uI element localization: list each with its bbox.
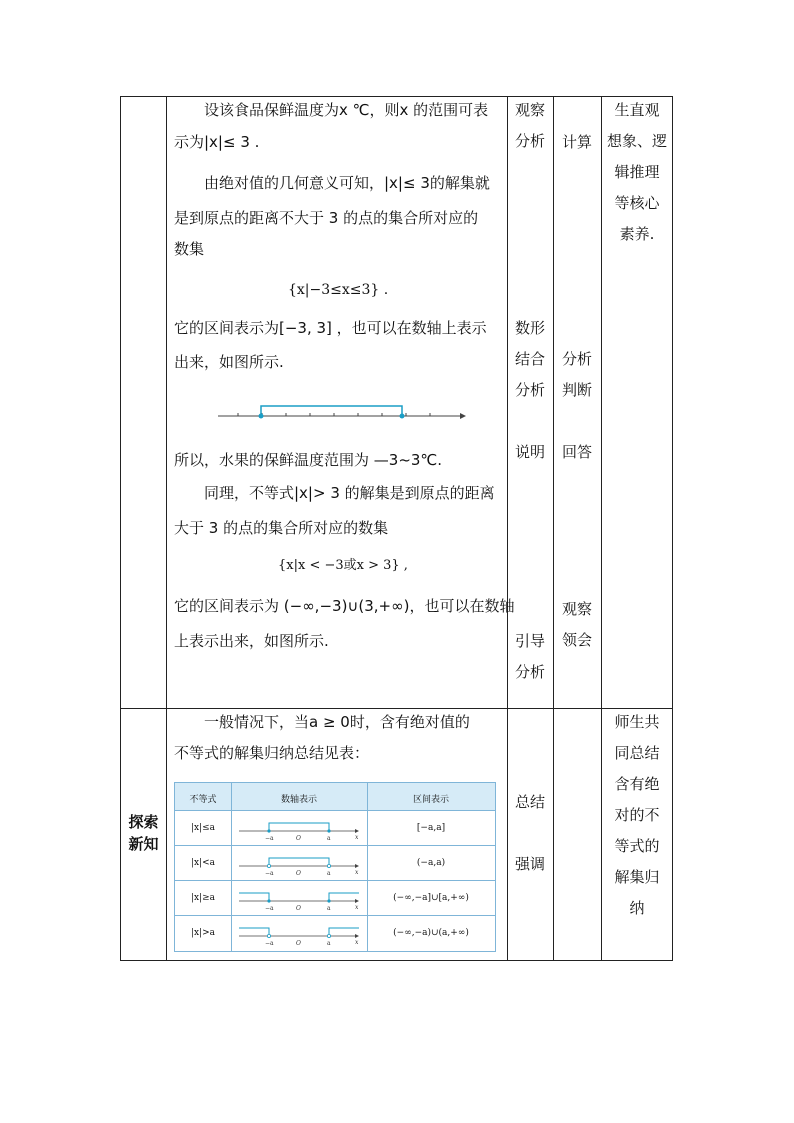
goal-1 — [602, 95, 672, 250]
row4-axis-x: x — [355, 939, 359, 946]
method-c1: 说明 — [514, 443, 545, 461]
para-3-line1: 它的区间表示为[−3, 3] ，也可以在数轴上表示 — [174, 319, 487, 337]
method-a2: 分析 — [514, 132, 545, 150]
method-a1: 观察 — [514, 101, 545, 119]
student-b2: 判断 — [561, 381, 592, 399]
row2-interval: (−a,a) — [416, 858, 446, 868]
method-b1: 数形 — [514, 319, 545, 337]
method-b3: 分析 — [514, 381, 545, 399]
para-3-line2: 出来，如图所示. — [174, 353, 284, 371]
inner-axis-diagrams — [233, 811, 365, 951]
inequality-summary-table — [174, 782, 496, 952]
para-5-line2: 大于 3 的点的集合所对应的数集 — [174, 519, 389, 537]
row1-axis-pos: a — [327, 835, 331, 842]
row1-axis-x: x — [355, 834, 359, 841]
goal-2-line: 对的不 — [614, 806, 660, 824]
goal-2-line: 师生共 — [614, 713, 660, 731]
section-label-line1: 探索 — [128, 813, 159, 831]
method-guide — [507, 626, 553, 688]
inner-header-ineq: 不等式 — [189, 795, 217, 805]
row2-axis-o: O — [296, 870, 301, 877]
row3-axis-o: O — [296, 905, 301, 912]
goal-2-line: 等式的 — [614, 837, 660, 855]
goal-2-line: 纳 — [629, 899, 645, 917]
number-line-closed-interval — [214, 398, 470, 430]
row4-interval: (−∞,−a)∪(a,+∞) — [393, 928, 469, 938]
method-d2: 分析 — [514, 663, 545, 681]
method-e2: 强调 — [514, 855, 545, 873]
row4-axis-pos: a — [327, 940, 331, 947]
goal-1-line: 辑推理 — [614, 163, 660, 181]
student-d1: 观察 — [561, 600, 592, 618]
method-explain — [507, 437, 553, 468]
student-calc: 计算 — [561, 133, 592, 151]
para-2-line3: 数集 — [174, 240, 205, 258]
table-border-right — [672, 96, 673, 961]
row2-ineq: |x|<a — [190, 858, 216, 868]
goal-1-line: 生直观 — [614, 101, 660, 119]
inner-header-interval: 区间表示 — [412, 795, 449, 805]
method-b2: 结合 — [514, 350, 545, 368]
para-5-line1: 同理，不等式|x|> 3 的解集是到原点的距离 — [204, 484, 495, 502]
goal-2-line: 含有绝 — [614, 775, 660, 793]
method-combine — [507, 313, 553, 406]
student-d2: 领会 — [561, 631, 592, 649]
para-6-line1: 它的区间表示为 (−∞,−3)∪(3,+∞)，也可以在数轴 — [174, 597, 515, 615]
inner-header-axis: 数轴表示 — [280, 795, 317, 805]
row1-interval: [−a,a] — [416, 823, 446, 833]
student-analyze — [553, 344, 601, 406]
para-2-line2: 是到原点的距离不大于 3 的点的集合所对应的 — [174, 209, 479, 227]
row4-axis-o: O — [296, 940, 301, 947]
para-1-line2: 示为|x|≤ 3 . — [174, 133, 260, 151]
method-e1: 总结 — [514, 793, 545, 811]
row4-ineq: |x|>a — [190, 928, 216, 938]
section-label-line2: 新知 — [128, 835, 159, 853]
para-7-line2: 不等式的解集归纳总结见表： — [174, 744, 370, 762]
row3-ineq: |x|≥a — [190, 893, 216, 903]
goal-1-line: 素养. — [619, 225, 655, 243]
para-2-line1: 由绝对值的几何意义可知，|x|≤ 3的解集就 — [204, 174, 490, 192]
student-answer: 回答 — [561, 443, 592, 461]
row2-axis-pos: a — [327, 870, 331, 877]
method-d1: 引导 — [514, 632, 545, 650]
table-border-bottom — [120, 960, 673, 961]
goal-1-line: 等核心 — [614, 194, 660, 212]
row3-axis-pos: a — [327, 905, 331, 912]
goal-1-line: 想象、逻 — [606, 132, 667, 150]
row1-axis-neg: −a — [265, 835, 274, 842]
method-observe-analyze — [507, 95, 553, 157]
student-b1: 分析 — [561, 350, 592, 368]
method-summary — [507, 771, 553, 895]
row3-interval: (−∞,−a]∪[a,+∞) — [393, 893, 469, 903]
row1-axis-o: O — [296, 835, 301, 842]
para-4: 所以，水果的保鲜温度范围为 —3~3℃. — [174, 451, 443, 469]
row2-axis-neg: −a — [265, 870, 274, 877]
row3-axis-neg: −a — [265, 905, 274, 912]
student-observe — [553, 594, 601, 656]
goal-2 — [602, 707, 672, 924]
set-notation-1: {x|−3≤x≤3} . — [288, 282, 389, 298]
row4-axis-neg: −a — [265, 940, 274, 947]
table-divider-3 — [553, 96, 554, 961]
section-label — [120, 811, 167, 855]
row3-axis-x: x — [355, 904, 359, 911]
para-1-line1: 设该食品保鲜温度为x ℃，则x 的范围可表 — [204, 101, 489, 119]
row1-ineq: |x|≤a — [190, 823, 216, 833]
para-7-line1: 一般情况下，当a ≥ 0时，含有绝对值的 — [204, 713, 470, 731]
goal-2-line: 解集归 — [614, 868, 660, 886]
set-notation-2: {x|x < −3或x > 3} , — [278, 558, 408, 573]
para-6-line2: 上表示出来，如图所示. — [174, 632, 329, 650]
goal-2-line: 同总结 — [614, 744, 660, 762]
row2-axis-x: x — [355, 869, 359, 876]
